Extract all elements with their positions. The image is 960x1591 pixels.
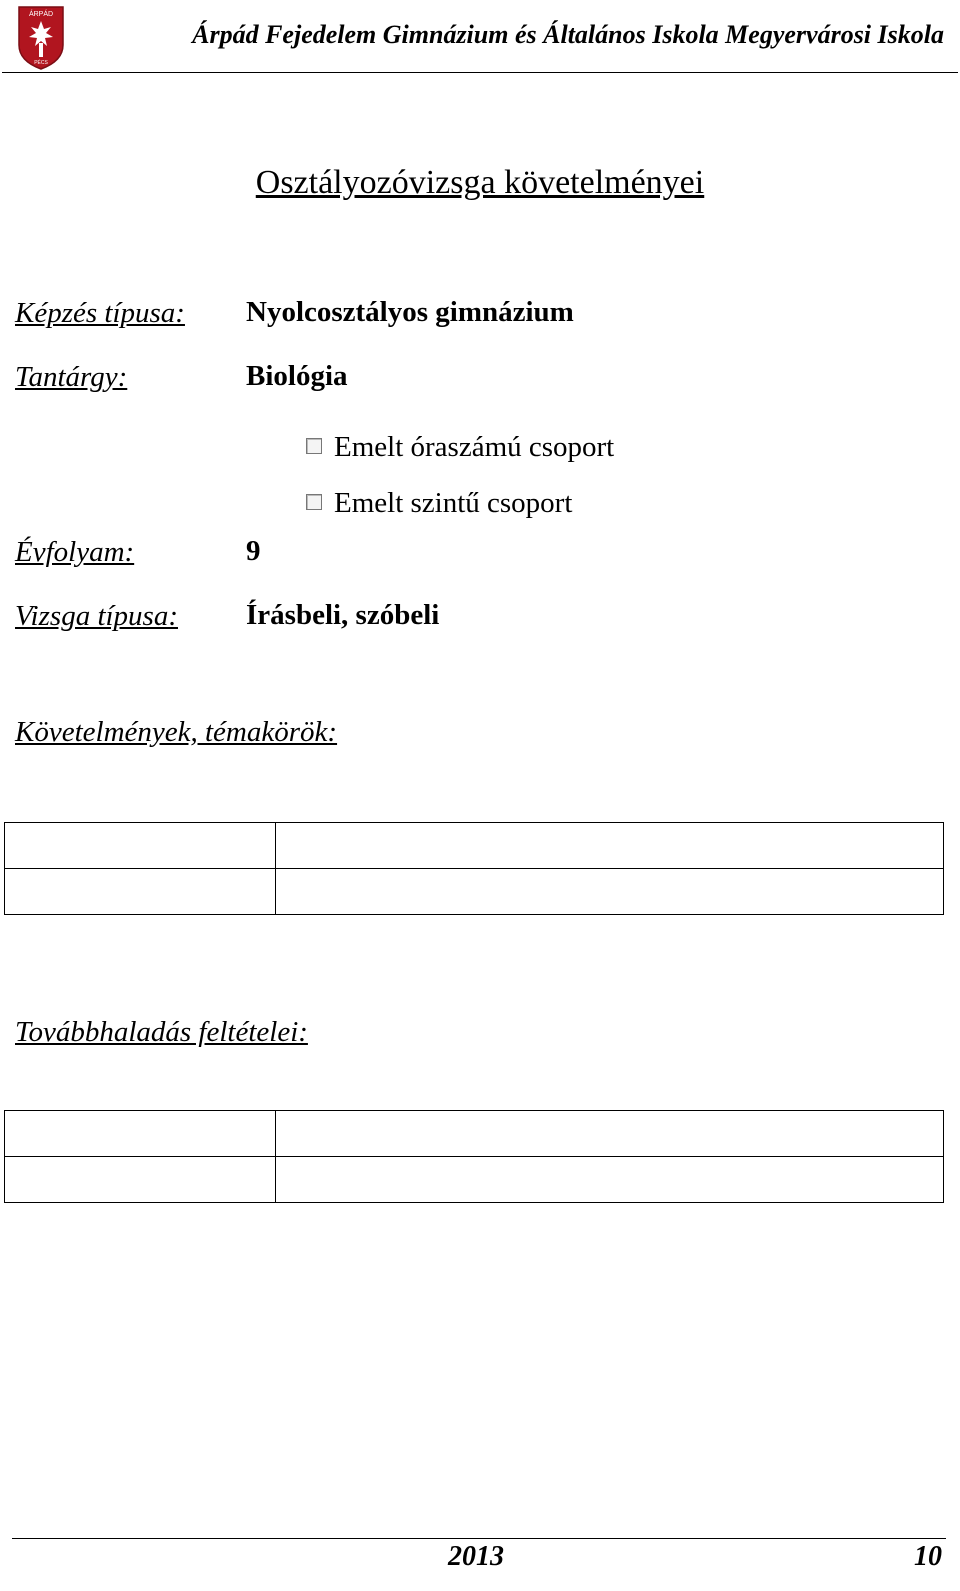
crest-icon (17, 5, 65, 71)
table-row (5, 1157, 944, 1203)
table-cell (5, 823, 276, 869)
option-advanced-hours[interactable] (306, 431, 614, 464)
logo-lettering-bottom: PÉCS (34, 60, 48, 66)
grade-label: Évfolyam: (15, 536, 135, 568)
table-cell (5, 869, 276, 915)
training-type-value: Nyolcosztályos gimnázium (246, 296, 574, 328)
training-type-label: Képzés típusa: (15, 297, 185, 329)
table-row (5, 1111, 944, 1157)
table-row (5, 869, 944, 915)
logo-lettering-top: ÁRPÁD (28, 11, 54, 18)
table-cell (276, 869, 944, 915)
option-advanced-level-label: Emelt szintű csoport (334, 487, 573, 519)
school-logo (17, 5, 65, 71)
requirements-heading: Követelmények, témakörök: (15, 716, 338, 748)
table-cell (276, 1111, 944, 1157)
page-title: Osztályozóvizsga követelményei (255, 164, 705, 201)
checkbox-icon[interactable] (306, 494, 322, 510)
option-advanced-hours-label: Emelt óraszámú csoport (334, 431, 615, 463)
page-number: 10 (914, 1541, 942, 1572)
school-name: Árpád Fejedelem Gimnázium és Általános Iskola Megyervárosi Iskola (192, 20, 944, 49)
table-cell (276, 1157, 944, 1203)
requirements-table (4, 822, 944, 915)
exam-type-value: Írásbeli, szóbeli (246, 599, 440, 631)
progression-table (4, 1110, 944, 1203)
table-cell (276, 823, 944, 869)
footer-year: 2013 (448, 1541, 504, 1572)
option-advanced-level[interactable] (306, 487, 572, 520)
table-cell (5, 1111, 276, 1157)
grade-value: 9 (246, 535, 261, 567)
table-cell (5, 1157, 276, 1203)
footer-divider (12, 1538, 946, 1539)
header-divider (2, 72, 958, 73)
checkbox-icon[interactable] (306, 438, 322, 454)
exam-type-label: Vizsga típusa: (15, 600, 178, 632)
table-row (5, 823, 944, 869)
subject-value: Biológia (246, 360, 348, 392)
subject-label: Tantárgy: (15, 361, 128, 393)
progression-heading: Továbbhaladás feltételei: (15, 1016, 308, 1048)
